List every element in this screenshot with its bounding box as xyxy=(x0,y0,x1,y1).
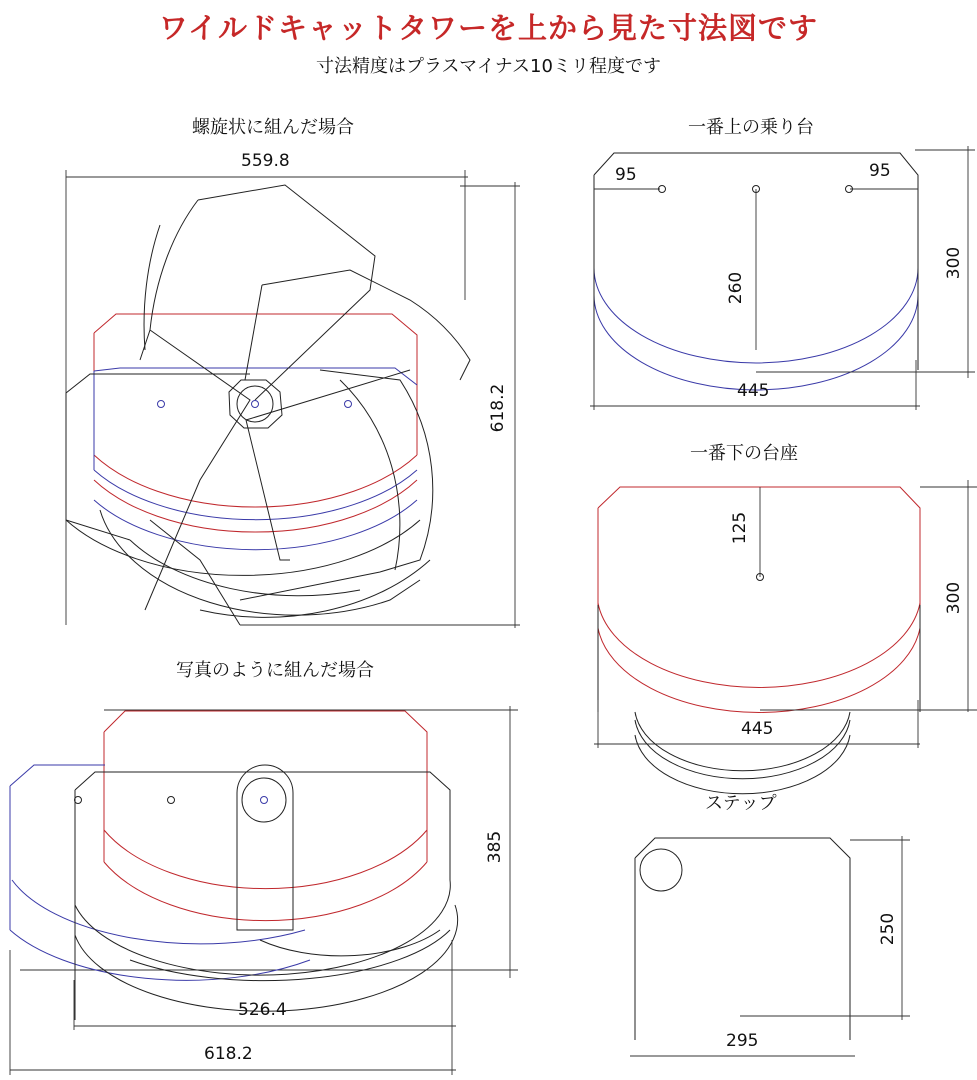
top-platform-heading: 一番上の乗り台 xyxy=(688,117,814,138)
step-height-label: 250 xyxy=(878,912,898,946)
spiral-heading: 螺旋状に組んだ場合 xyxy=(192,117,354,138)
top-right-offset-label: 95 xyxy=(869,161,891,181)
base-height-label: 300 xyxy=(944,581,964,615)
top-height-label: 300 xyxy=(944,246,964,280)
step-heading: ステップ xyxy=(705,793,777,814)
spiral-assembly xyxy=(66,170,520,628)
top-platform xyxy=(590,146,975,410)
page-title: ワイルドキャットタワーを上から見た寸法図です xyxy=(158,11,819,45)
photo-height-label: 385 xyxy=(485,830,505,864)
step-platform xyxy=(630,712,910,1056)
top-depth-label: 260 xyxy=(726,271,746,305)
spiral-height-label: 618.2 xyxy=(488,383,508,433)
photo-inner-width-label: 526.4 xyxy=(238,1000,287,1020)
photo-heading: 写真のように組んだ場合 xyxy=(176,660,374,681)
base-offset-label: 125 xyxy=(730,511,750,545)
top-width-label: 445 xyxy=(737,381,770,401)
base-platform xyxy=(594,480,977,748)
base-heading: 一番下の台座 xyxy=(690,443,798,464)
page-subtitle: 寸法精度はプラスマイナス10ミリ程度です xyxy=(316,56,661,77)
spiral-width-label: 559.8 xyxy=(241,151,290,171)
top-left-offset-label: 95 xyxy=(615,165,637,185)
photo-outer-width-label: 618.2 xyxy=(204,1044,253,1064)
step-width-label: 295 xyxy=(726,1031,759,1051)
base-width-label: 445 xyxy=(741,719,774,739)
